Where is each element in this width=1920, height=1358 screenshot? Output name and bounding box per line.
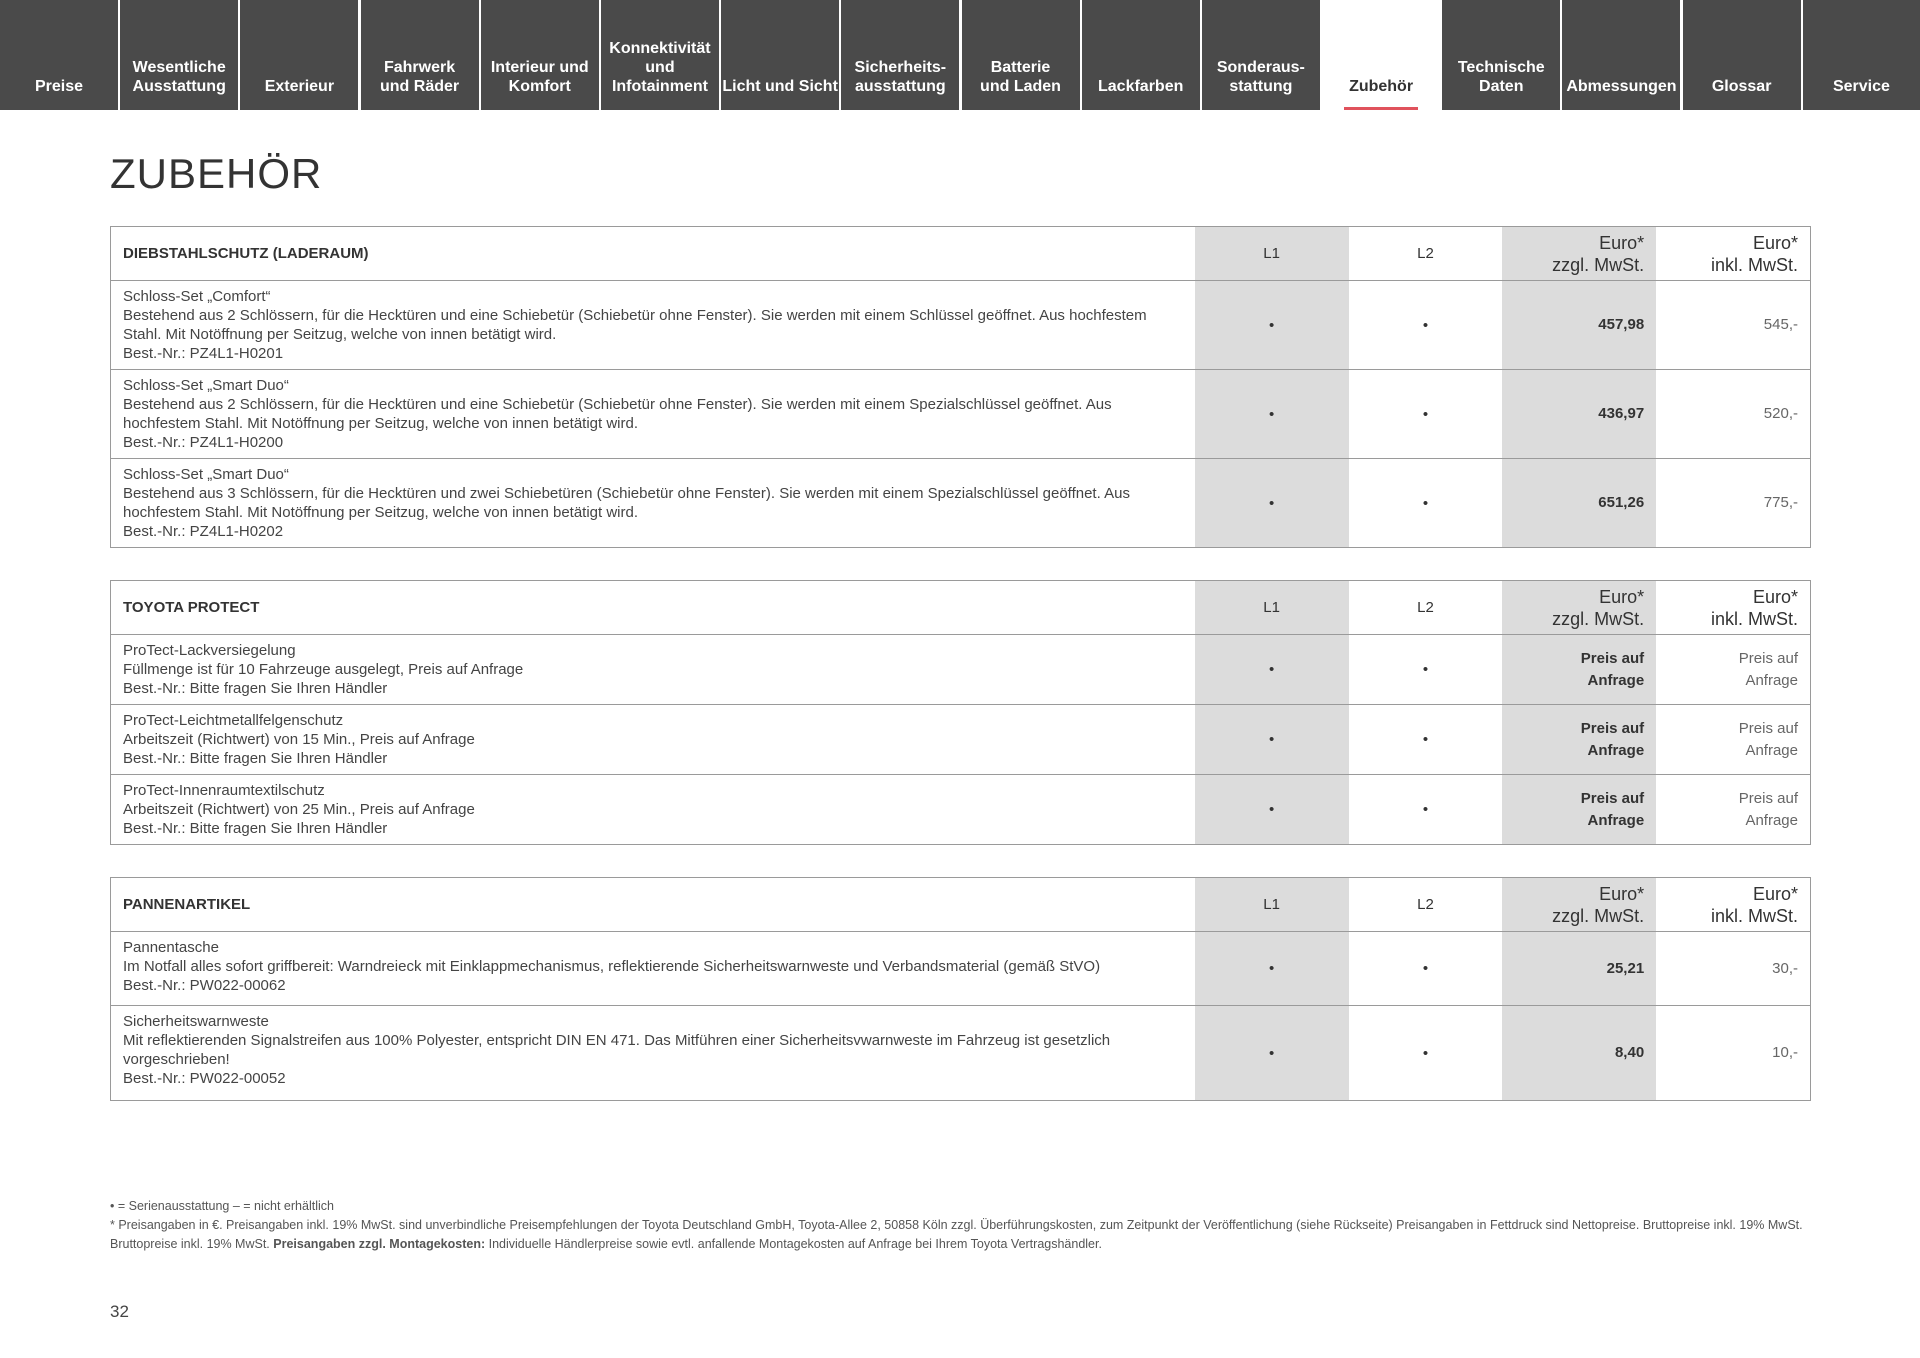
item-part-number: Best.-Nr.: Bitte fragen Sie Ihren Händler [123,680,388,697]
table-row [111,370,1811,459]
item-part-number: Best.-Nr.: PW022-00052 [123,1070,286,1087]
gross-price: 775,- [1656,459,1810,548]
column-header-net-price: Euro* zzgl. MwSt. [1502,878,1656,932]
availability-l2: • [1349,1006,1503,1101]
tab-zubehör[interactable]: Zubehör [1322,0,1440,110]
column-header-l1: L1 [1195,581,1349,635]
accessory-table [110,877,1811,1101]
tab-lackfarben[interactable]: Lackfarben [1082,0,1200,110]
tab-fahrwerk-und-räder[interactable]: Fahrwerk und Räder [361,0,479,110]
availability-l2: • [1349,459,1503,548]
item-detail: Bestehend aus 3 Schlössern, für die Hecktüren und zwei Schiebetüren (Schiebetür ohne Fenster). Sie werden mit einem Spezialschlüssel geöffnet. Aus hochfestem Stahl. Mit Notöffnung per Seitzug, welche von innen betätigt wird. [123,485,1130,521]
item-description [111,932,1195,1006]
gross-price: Preis auf Anfrage [1656,635,1810,705]
footnote-legend: • = Serienausstattung – = nicht erhältlich [110,1199,334,1213]
availability-l2: • [1349,932,1503,1006]
column-header-l2: L2 [1349,581,1503,635]
table-row [111,281,1811,370]
section-title: TOYOTA PROTECT [111,581,1195,635]
column-header-gross-price: Euro* inkl. MwSt. [1656,227,1810,281]
tab-exterieur[interactable]: Exterieur [240,0,358,110]
availability-l2: • [1349,705,1503,775]
item-name: ProTect-Leichtmetallfelgenschutz [123,712,344,729]
table-header-row [111,878,1811,932]
net-price: Preis auf Anfrage [1502,775,1656,845]
net-price: 8,40 [1502,1006,1656,1101]
footnotes [110,1197,1810,1254]
tab-konnektivität-und-infotainment[interactable]: Konnektivität und Infotainment [601,0,719,110]
availability-l1: • [1195,775,1349,845]
availability-l1: • [1195,1006,1349,1101]
tab-preise[interactable]: Preise [0,0,118,110]
tab-sicherheits-ausstattung[interactable]: Sicherheits- ausstattung [841,0,959,110]
section-title: DIEBSTAHLSCHUTZ (LADERAUM) [111,227,1195,281]
item-detail: Arbeitszeit (Richtwert) von 15 Min., Preis auf Anfrage [123,731,475,748]
item-name: ProTect-Innenraumtextilschutz [123,782,325,799]
item-part-number: Best.-Nr.: PZ4L1-H0200 [123,434,284,451]
table-row [111,705,1811,775]
item-detail: Mit reflektierenden Signalstreifen aus 100% Polyester, entspricht DIN EN 471. Das Mitführen einer Sicherheitsvwarnweste im Fahrzeug ist gesetzlich vorgeschrieben! [123,1032,1111,1068]
gross-price: 10,- [1656,1006,1810,1101]
table-row [111,1006,1811,1101]
item-name: Pannentasche [123,939,219,956]
item-part-number: Best.-Nr.: PZ4L1-H0201 [123,345,284,362]
availability-l2: • [1349,281,1503,370]
net-price: 651,26 [1502,459,1656,548]
net-price: 436,97 [1502,370,1656,459]
item-name: Schloss-Set „Smart Duo“ [123,377,289,394]
net-price: 25,21 [1502,932,1656,1006]
gross-price: 520,- [1656,370,1810,459]
tab-service[interactable]: Service [1803,0,1920,110]
section-title: PANNENARTIKEL [111,878,1195,932]
tab-licht-und-sicht[interactable]: Licht und Sicht [721,0,839,110]
column-header-gross-price: Euro* inkl. MwSt. [1656,878,1810,932]
availability-l2: • [1349,775,1503,845]
item-part-number: Best.-Nr.: PZ4L1-H0202 [123,523,284,540]
net-price: Preis auf Anfrage [1502,705,1656,775]
column-header-l2: L2 [1349,878,1503,932]
table-row [111,775,1811,845]
footnote-price-info [110,1216,1810,1254]
item-name: Schloss-Set „Smart Duo“ [123,466,289,483]
table-row [111,932,1811,1006]
item-part-number: Best.-Nr.: Bitte fragen Sie Ihren Händler [123,750,388,767]
gross-price: 545,- [1656,281,1810,370]
availability-l1: • [1195,705,1349,775]
item-part-number: Best.-Nr.: Bitte fragen Sie Ihren Händler [123,820,388,837]
item-detail: Arbeitszeit (Richtwert) von 25 Min., Preis auf Anfrage [123,801,475,818]
column-header-net-price: Euro* zzgl. MwSt. [1502,227,1656,281]
tab-abmessungen[interactable]: Abmessungen [1562,0,1680,110]
item-detail: Bestehend aus 2 Schlössern, für die Hecktüren und eine Schiebetür (Schiebetür ohne Fenster). Sie werden mit einem Spezialschlüssel geöffnet. Aus hochfestem Stahl. Mit Notöffnung per Seitzug, welche von innen betätigt wird. [123,396,1112,432]
item-description [111,635,1195,705]
column-header-l1: L1 [1195,878,1349,932]
item-name: Sicherheitswarnweste [123,1013,269,1030]
gross-price: Preis auf Anfrage [1656,705,1810,775]
item-name: Schloss-Set „Comfort“ [123,288,271,305]
table-row [111,459,1811,548]
item-description [111,459,1195,548]
item-name: ProTect-Lackversiegelung [123,642,296,659]
footnote-bold-text: Preisangaben zzgl. Montagekosten: [273,1237,486,1251]
item-part-number: Best.-Nr.: PW022-00062 [123,977,286,994]
item-description [111,281,1195,370]
tab-interieur-und-komfort[interactable]: Interieur und Komfort [481,0,599,110]
tab-wesentliche-ausstattung[interactable]: Wesentliche Ausstattung [120,0,238,110]
column-header-l2: L2 [1349,227,1503,281]
section-tab-bar [0,0,1920,110]
tab-technische-daten[interactable]: Technische Daten [1442,0,1560,110]
tab-sonderaus-stattung[interactable]: Sonderaus- stattung [1202,0,1320,110]
table-header-row [111,227,1811,281]
gross-price: Preis auf Anfrage [1656,775,1810,845]
item-description [111,370,1195,459]
page-title: ZUBEHÖR [110,150,323,197]
availability-l1: • [1195,370,1349,459]
gross-price: 30,- [1656,932,1810,1006]
column-header-net-price: Euro* zzgl. MwSt. [1502,581,1656,635]
availability-l1: • [1195,932,1349,1006]
accessory-table [110,580,1811,845]
table-row [111,635,1811,705]
column-header-gross-price: Euro* inkl. MwSt. [1656,581,1810,635]
footnote-text: * Preisangaben in €. Preisangaben inkl. 19% MwSt. sind unverbindliche Preisempfehlungen der Toyota Deutschland GmbH, Toyota-Allee 2, 50858 Köln zzgl. Überführungskosten, zum Zeitpunkt der Veröffentlichung (siehe Rückseite) Preisangaben in Fettdruck sind Nettopreise. Bruttopreise inkl. 19% MwSt. Bruttopreise inkl. 19% MwSt. [110,1218,1803,1251]
item-description [111,775,1195,845]
item-detail: Im Notfall alles sofort griffbereit: Warndreieck mit Einklappmechanismus, reflektierende Sicherheitswarnweste und Verbandsmaterial (gemäß StVO) [123,958,1101,975]
availability-l2: • [1349,635,1503,705]
availability-l1: • [1195,281,1349,370]
item-detail: Bestehend aus 2 Schlössern, für die Hecktüren und eine Schiebetür (Schiebetür ohne Fenster). Sie werden mit einem Schlüssel geöffnet. Aus hochfestem Stahl. Mit Notöffnung per Seitzug, welche von innen betätigt wird. [123,307,1147,343]
availability-l2: • [1349,370,1503,459]
availability-l1: • [1195,459,1349,548]
net-price: Preis auf Anfrage [1502,635,1656,705]
item-detail: Füllmenge ist für 10 Fahrzeuge ausgelegt, Preis auf Anfrage [123,661,524,678]
item-description [111,1006,1195,1101]
tab-glossar[interactable]: Glossar [1683,0,1801,110]
tab-batterie-und-laden[interactable]: Batterie und Laden [962,0,1080,110]
accessory-table [110,226,1811,548]
column-header-l1: L1 [1195,227,1349,281]
table-header-row [111,581,1811,635]
item-description [111,705,1195,775]
page-number: 32 [110,1302,129,1321]
net-price: 457,98 [1502,281,1656,370]
footnote-text-2: Individuelle Händlerpreise sowie evtl. anfallende Montagekosten auf Anfrage bei Ihrem Toyota Vertragshändler. [488,1237,1102,1251]
availability-l1: • [1195,635,1349,705]
